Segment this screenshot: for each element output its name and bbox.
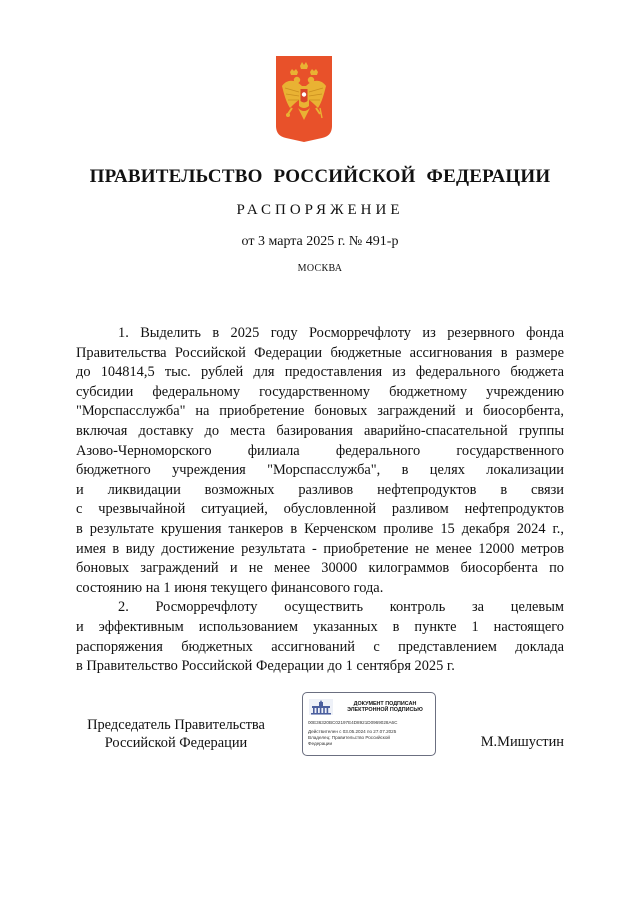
stamp-certificate: 00E36320BC02197E4D8921D0969028A6C bbox=[308, 720, 398, 725]
text-line: бюджетного учреждения "Морспасслужба", в целях локализации bbox=[76, 462, 564, 479]
text-line: 2. Росморречфлоту осуществить контроль за целевым bbox=[118, 599, 564, 616]
document-city: МОСКВА bbox=[297, 263, 343, 274]
signatory-name: М.Мишустин bbox=[480, 734, 564, 750]
text-line: и эффективным использованием указанных в пункте 1 настоящего bbox=[76, 618, 564, 635]
stamp-validity: Действителен с 03.05.2024 по 27.07.2025 bbox=[308, 729, 397, 734]
stamp-title-line1: ДОКУМЕНТ ПОДПИСАН bbox=[353, 701, 417, 707]
stamp-owner-line1: Владелец: Правительство Российской bbox=[308, 735, 390, 740]
government-building-icon bbox=[309, 699, 333, 715]
text-line: до 104814,5 тыс. рублей для предоставления из федерального бюджета bbox=[76, 364, 564, 381]
document-date-number: от 3 марта 2025 г. № 491-р bbox=[241, 234, 399, 249]
text-line: Азово-Черноморского филиала федерального государственного bbox=[76, 442, 564, 459]
text-line: распоряжения бюджетных ассигнований с представлением доклада bbox=[76, 638, 564, 655]
text-line: боновых заграждений и не менее 30000 килограммов биосорбента по bbox=[76, 560, 564, 577]
signatory-position bbox=[76, 716, 276, 752]
text-line: в Правительство Российской Федерации до 1 сентября 2025 г. bbox=[76, 658, 455, 675]
document-body bbox=[76, 324, 564, 677]
text-line: имея в виду достижение результата - приобретение не менее 12000 метров bbox=[76, 540, 564, 557]
text-line: и ликвидации возможных разливов нефтепродуктов в связи bbox=[76, 481, 564, 498]
text-line: включая доставку до места базирования аварийно-спасательной группы bbox=[76, 422, 564, 439]
stamp-owner-line2: Федерации bbox=[308, 741, 333, 746]
text-line: "Морспасслужба" на приобретение боновых заграждений и биосорбента, bbox=[76, 403, 564, 420]
text-line: состоянию на 1 июня текущего финансового года. bbox=[76, 579, 384, 596]
signatory-position-line1: Председатель Правительства bbox=[87, 717, 265, 733]
signatory-position-line2: Российской Федерации bbox=[104, 735, 248, 751]
stamp-title-line2: ЭЛЕКТРОННОЙ ПОДПИСЬЮ bbox=[347, 707, 423, 713]
document-type: РАСПОРЯЖЕНИЕ bbox=[236, 202, 404, 218]
coat-of-arms-icon bbox=[276, 56, 332, 142]
government-title: ПРАВИТЕЛЬСТВО РОССИЙСКОЙ ФЕДЕРАЦИИ bbox=[89, 166, 551, 187]
paragraph-1 bbox=[76, 324, 564, 598]
text-line: субсидии федеральному государственному бюджетному учреждению bbox=[76, 383, 564, 400]
text-line: Правительства Российской Федерации бюджетные ассигнования в размере bbox=[76, 344, 564, 361]
stamp-header bbox=[309, 699, 431, 715]
electronic-signature-stamp bbox=[302, 692, 436, 756]
text-line: в результате крушения танкеров в Керченском проливе 15 декабря 2024 г., bbox=[76, 520, 564, 537]
text-line: с чрезвычайной ситуацией, обусловленной разливом нефтепродуктов bbox=[76, 501, 564, 518]
paragraph-2 bbox=[76, 598, 564, 676]
text-line: 1. Выделить в 2025 году Росморречфлоту из резервного фонда bbox=[118, 325, 564, 341]
